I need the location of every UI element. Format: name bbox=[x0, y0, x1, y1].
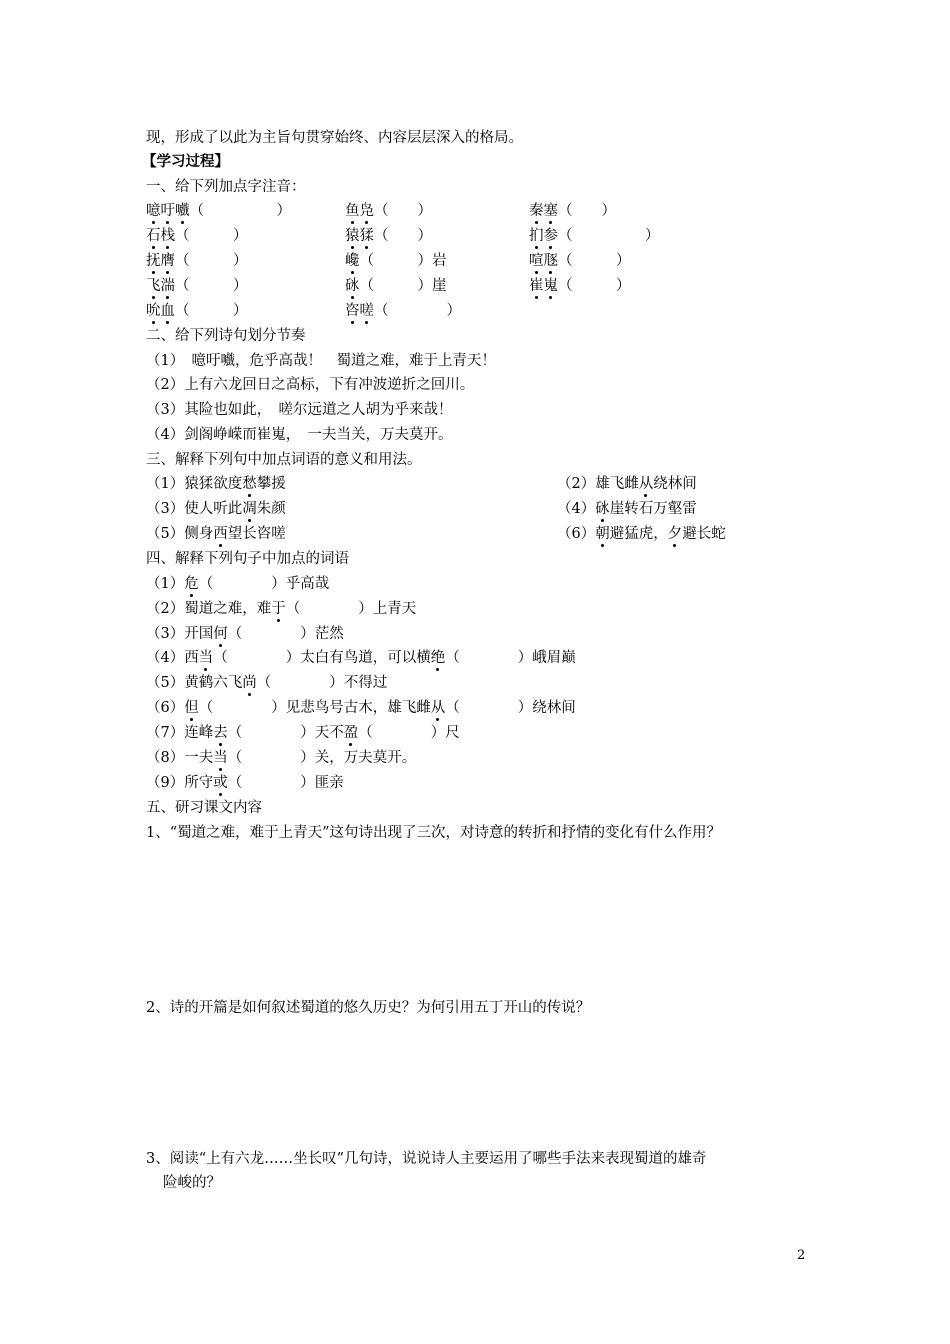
item-text: （3）开国 bbox=[146, 626, 214, 642]
dotted-char: 吮 bbox=[146, 303, 161, 319]
pronunciation-item bbox=[529, 251, 631, 271]
word-explain-item bbox=[146, 624, 344, 644]
word-explain-item bbox=[146, 723, 460, 743]
dotted-char: 豗 bbox=[543, 253, 558, 269]
item-text: （9）所守 bbox=[146, 775, 214, 791]
answer-blank: （ ） bbox=[558, 203, 616, 219]
dotted-char: 去 bbox=[213, 725, 228, 741]
dotted-char: 嗟 bbox=[359, 303, 374, 319]
item-text: （6） bbox=[146, 700, 185, 716]
dotted-char: 砯 bbox=[345, 278, 360, 294]
pronunciation-item bbox=[529, 276, 631, 296]
dotted-char: 栈 bbox=[160, 228, 175, 244]
word-meaning-item bbox=[146, 499, 286, 519]
word-explain-item bbox=[146, 574, 329, 594]
dotted-char: 凫 bbox=[359, 203, 374, 219]
dotted-char: 愁 bbox=[242, 476, 257, 492]
item-text: （ ）天不 bbox=[227, 725, 344, 741]
dotted-char: 从 bbox=[430, 700, 446, 716]
pronunciation-item bbox=[146, 276, 248, 296]
answer-blank: （ ） bbox=[175, 303, 248, 319]
pronunciation-item bbox=[146, 301, 248, 321]
item-text: （ ）尺 bbox=[358, 725, 460, 741]
item-text: （2）雄飞雌 bbox=[557, 476, 639, 492]
dotted-char: 或 bbox=[213, 775, 228, 791]
part1-title: 一、给下列加点字注音： bbox=[146, 179, 306, 195]
dotted-char: 危 bbox=[184, 576, 199, 592]
dotted-char: 咨 bbox=[345, 303, 360, 319]
item-text: （1）猿猱欲度 bbox=[146, 476, 243, 492]
dotted-char: 崔 bbox=[529, 278, 544, 294]
dotted-char: 绝 bbox=[430, 650, 446, 666]
word-explain-item bbox=[146, 673, 387, 693]
dotted-char: 猿 bbox=[345, 228, 360, 244]
item-text: （ ）峨眉巅 bbox=[445, 650, 576, 666]
item-text: （ ）见悲鸟号古木，雄飞雌 bbox=[198, 700, 431, 716]
pronunciation-item bbox=[345, 251, 447, 271]
item-text: （ ）匪亲 bbox=[227, 775, 344, 791]
answer-blank: （ ） bbox=[374, 303, 461, 319]
item-text: （8）一夫 bbox=[146, 750, 214, 766]
dotted-char: 从 bbox=[638, 476, 654, 492]
item-text: （ ）上青天 bbox=[285, 601, 417, 617]
item-text: （2）蜀道之难，难 bbox=[146, 601, 272, 617]
rhythm-line-3: （3）其险也如此， 嗟尔远道之人胡为乎来哉！ bbox=[146, 402, 453, 418]
question-3-line-2: 险峻的？ bbox=[163, 1175, 221, 1191]
dotted-char: 参 bbox=[543, 228, 558, 244]
word-meaning-item bbox=[557, 474, 697, 494]
dotted-char: 扪 bbox=[529, 228, 544, 244]
rhythm-line-2: （2）上有六龙回日之高标，下有冲波逆折之回川。 bbox=[146, 377, 475, 393]
item-text: （ ）乎高哉 bbox=[198, 576, 330, 592]
item-text: （3）使人听此 bbox=[146, 501, 243, 517]
item-text: 朱颜 bbox=[256, 501, 286, 517]
word-meaning-item bbox=[146, 524, 286, 544]
dotted-char: 尚 bbox=[242, 675, 257, 691]
dotted-char: 砯 bbox=[595, 501, 610, 517]
item-text: 崖转石万壑雷 bbox=[609, 501, 697, 517]
answer-blank: （ ） bbox=[558, 228, 660, 244]
question-2: 2、诗的开篇是如何叙述蜀道的悠久历史？为何引用五丁开山的传说？ bbox=[146, 1000, 591, 1016]
intro-line: 现，形成了以此为主旨句贯穿始终、内容层层深入的格局。 bbox=[146, 130, 523, 146]
word-explain-item bbox=[146, 748, 416, 768]
dotted-char: 湍 bbox=[160, 278, 175, 294]
item-text: （ ）茫然 bbox=[227, 626, 344, 642]
word-explain-item bbox=[146, 648, 576, 668]
page-number: 2 bbox=[797, 1248, 806, 1263]
section-heading: 【学习过程】 bbox=[142, 153, 229, 170]
dotted-char: 当 bbox=[198, 650, 214, 666]
answer-blank: （ ） bbox=[374, 228, 432, 244]
item-text: （4）西 bbox=[146, 650, 199, 666]
item-text: （6） bbox=[557, 526, 596, 542]
dotted-char: 噫 bbox=[146, 203, 161, 219]
word-explain-item bbox=[146, 698, 576, 718]
answer-blank: （ ） bbox=[374, 203, 432, 219]
item-text: （7）连峰 bbox=[146, 725, 214, 741]
answer-blank: （ ） bbox=[189, 203, 291, 219]
item-text: （4） bbox=[557, 501, 596, 517]
dotted-char: 血 bbox=[160, 303, 175, 319]
pronunciation-item bbox=[345, 201, 432, 221]
dotted-char: 于 bbox=[271, 601, 286, 617]
item-text: （ ）不得过 bbox=[256, 675, 388, 691]
pronunciation-item bbox=[529, 201, 616, 221]
word-meaning-item bbox=[557, 524, 726, 544]
pronunciation-item bbox=[146, 226, 248, 246]
rhythm-line-4: （4）剑阁峥嵘而崔嵬， 一夫当关，万夫莫开。 bbox=[146, 427, 453, 443]
word-meaning-item bbox=[146, 474, 286, 494]
item-text: （5）黄鹤六飞 bbox=[146, 675, 243, 691]
item-text: （ ）太白有鸟道，可以横 bbox=[213, 650, 431, 666]
item-text: 望长咨嗟 bbox=[227, 526, 286, 542]
item-text: 避长蛇 bbox=[682, 526, 726, 542]
pronunciation-item bbox=[345, 276, 447, 296]
rhythm-line-1: （1） 噫吁嚱，危乎高哉！ 蜀道之难，难于上青天！ bbox=[146, 353, 496, 369]
dotted-char: 石 bbox=[146, 228, 161, 244]
dotted-char: 飞 bbox=[146, 278, 161, 294]
dotted-char: 巉 bbox=[345, 253, 360, 269]
item-text: （5）侧身 bbox=[146, 526, 214, 542]
dotted-char: 凋 bbox=[242, 501, 257, 517]
dotted-char: 喧 bbox=[529, 253, 544, 269]
dotted-char: 当 bbox=[213, 750, 228, 766]
dotted-char: 猱 bbox=[359, 228, 374, 244]
word-meaning-item bbox=[557, 499, 697, 519]
item-text: 绕林间 bbox=[653, 476, 697, 492]
word-explain-item bbox=[146, 599, 416, 619]
item-text: 攀援 bbox=[256, 476, 286, 492]
item-text: （1） bbox=[146, 576, 185, 592]
dotted-char: 何 bbox=[213, 626, 228, 642]
answer-blank: （ ） bbox=[175, 253, 248, 269]
part5-title: 五、研习课文内容 bbox=[146, 800, 262, 816]
item-text: 避猛虎， bbox=[609, 526, 668, 542]
answer-blank: （ ） bbox=[558, 253, 631, 269]
dotted-char: 鱼 bbox=[345, 203, 360, 219]
pronunciation-item bbox=[146, 251, 248, 271]
dotted-char: 朝 bbox=[595, 526, 610, 542]
part2-title: 二、给下列诗句划分节奏 bbox=[146, 328, 306, 344]
answer-blank: （ ） bbox=[175, 278, 248, 294]
dotted-char: 但 bbox=[184, 700, 199, 716]
dotted-char: 嚱 bbox=[175, 203, 190, 219]
item-text: （ ）绕林间 bbox=[445, 700, 576, 716]
dotted-char: 夕 bbox=[667, 526, 683, 542]
question-3-line-1: 3、阅读“上有六龙……坐长叹”几句诗，说说诗人主要运用了哪些手法来表现蜀道的雄奇 bbox=[146, 1151, 707, 1167]
dotted-char: 吁 bbox=[160, 203, 175, 219]
answer-blank: （ ）崖 bbox=[359, 278, 447, 294]
question-1: 1、“蜀道之难，难于上青天”这句诗出现了三次，对诗意的转折和抒情的变化有什么作用？ bbox=[146, 825, 722, 841]
answer-blank: （ ）岩 bbox=[359, 253, 447, 269]
pronunciation-item bbox=[146, 201, 291, 221]
dotted-char: 秦 bbox=[529, 203, 544, 219]
word-explain-item bbox=[146, 773, 344, 793]
pronunciation-item bbox=[529, 226, 660, 246]
item-text: （ ）关，万夫莫开。 bbox=[227, 750, 417, 766]
dotted-char: 西 bbox=[213, 526, 228, 542]
dotted-char: 膺 bbox=[160, 253, 175, 269]
part4-title: 四、解释下列句子中加点的词语 bbox=[146, 551, 349, 567]
answer-blank: （ ） bbox=[558, 278, 631, 294]
pronunciation-item bbox=[345, 301, 461, 321]
answer-blank: （ ） bbox=[175, 228, 248, 244]
dotted-char: 盈 bbox=[343, 725, 359, 741]
part3-title: 三、解释下列句中加点词语的意义和用法。 bbox=[146, 452, 422, 468]
dotted-char: 嵬 bbox=[543, 278, 558, 294]
dotted-char: 塞 bbox=[543, 203, 558, 219]
pronunciation-item bbox=[345, 226, 432, 246]
dotted-char: 抚 bbox=[146, 253, 161, 269]
